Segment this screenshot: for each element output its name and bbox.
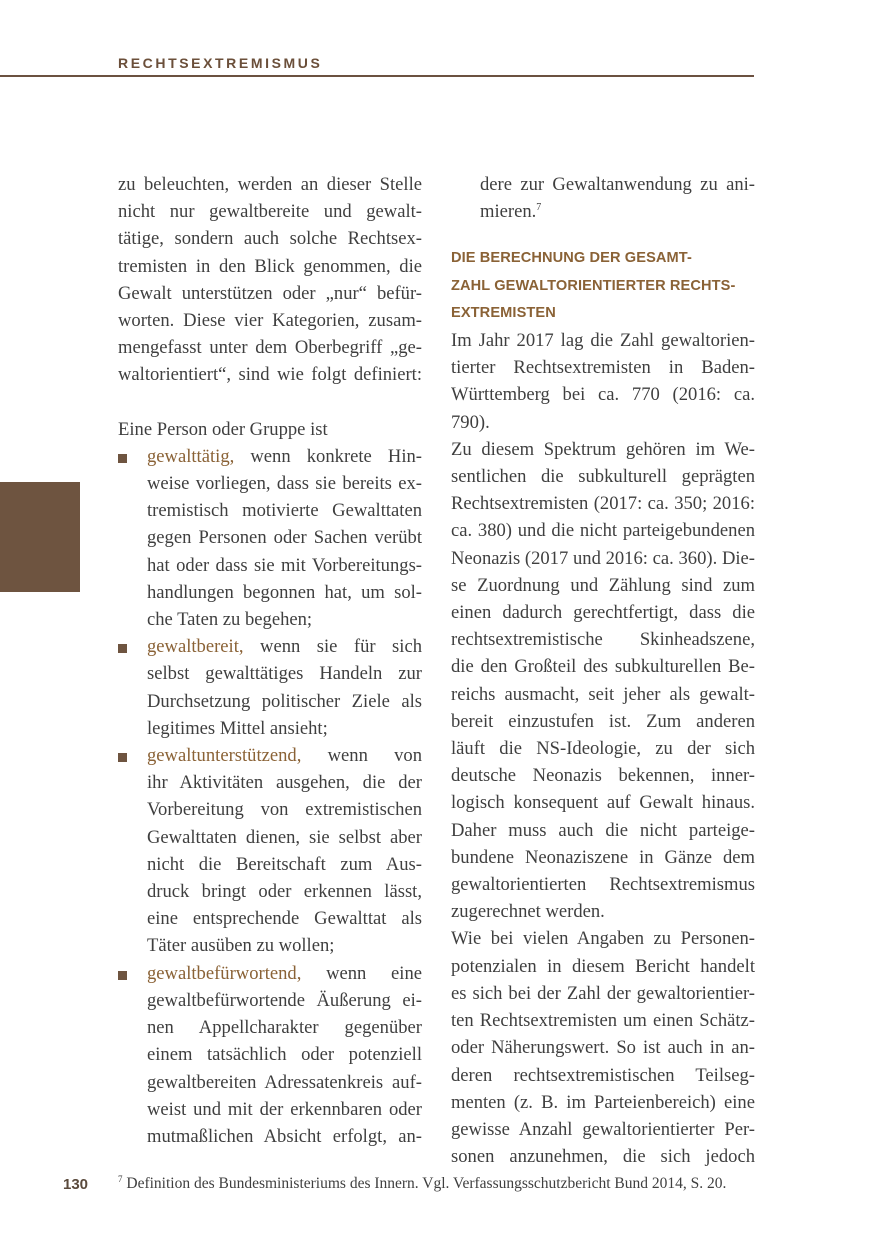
text-line: waltorientiert“, sind wie folgt definiert: bbox=[118, 364, 422, 386]
text-line: zu beleuchten, werden an dieser Stelle bbox=[118, 174, 422, 195]
text-line: nicht nur gewaltbereite und gewalt- bbox=[118, 201, 422, 223]
text-line: weist und mit der erkennbaren oder bbox=[147, 1098, 422, 1120]
footnote-reference: 7 bbox=[536, 202, 542, 214]
square-bullet-icon bbox=[118, 971, 127, 980]
definition-first-line-rest: wenn konkrete Hin- bbox=[234, 445, 422, 467]
text-line: hat oder dass sie mit Vorbereitungs- bbox=[147, 554, 422, 576]
text-line: selbst gewalttätiges Handeln zur bbox=[147, 663, 422, 685]
text-line: mutmaßlichen Absicht erfolgt, an- bbox=[147, 1125, 422, 1147]
heading-line: ZAHL GEWALTORIENTIERTER RECHTS- bbox=[451, 277, 736, 294]
text-line: Wie bei vielen Angaben zu Personen- bbox=[451, 928, 755, 950]
text-line: handlungen begonnen hat, um sol- bbox=[147, 581, 422, 603]
text-line: ihr Aktivitäten ausgehen, die der bbox=[147, 772, 422, 794]
definition-item-gewaltunterstuetzend bbox=[118, 742, 422, 960]
section-heading bbox=[451, 245, 755, 327]
text-line: Neonazis (2017 und 2016: ca. 360). Die- bbox=[451, 547, 755, 569]
text-line: sonen anzunehmen, die sich jedoch bbox=[451, 1146, 755, 1168]
text-line: nicht die Bereitschaft zum Aus- bbox=[147, 853, 422, 875]
text-line: deutsche Neonazis bekennen, inner- bbox=[451, 765, 755, 787]
text-line: weise vorliegen, dass sie bereits ex- bbox=[147, 473, 422, 495]
text-line: Gewalt unterstützen oder „nur“ befür- bbox=[118, 282, 422, 304]
heading-line: DIE BERECHNUNG DER GESAMT- bbox=[451, 250, 692, 267]
text-line: sentlichen die subkulturell geprägten bbox=[451, 466, 755, 488]
left-column bbox=[118, 171, 422, 1150]
intro-paragraph bbox=[118, 171, 422, 389]
text-line: tremistisch motivierte Gewalttaten bbox=[147, 500, 422, 522]
text-line: ca. 380) und die nicht parteigebundenen bbox=[451, 520, 755, 542]
running-head-title: RECHTSEXTREMISMUS bbox=[118, 55, 323, 71]
definition-item-gewalttaetig bbox=[118, 443, 422, 633]
text-line: Zu diesem Spektrum gehören im We- bbox=[451, 438, 755, 460]
text-line: eine entsprechende Gewalttat als bbox=[147, 908, 422, 930]
definition-first-line bbox=[147, 742, 422, 769]
text-line: rechtsextremistische Skinheadszene, bbox=[451, 629, 755, 651]
definition-lead: Eine Person oder Gruppe ist bbox=[118, 418, 328, 440]
text-line: druck bringt oder erkennen lässt, bbox=[147, 881, 422, 903]
text-line: nen Appellcharakter gegenüber bbox=[147, 1017, 422, 1039]
text-line: tätige, sondern auch solche Rechtsex- bbox=[118, 228, 422, 250]
text-line: bundene Neonaziszene in Gänze dem bbox=[451, 846, 755, 868]
definition-first-line bbox=[147, 633, 422, 660]
text-line: dere zur Gewaltanwendung zu ani- bbox=[480, 174, 755, 195]
text-line: Gewalttaten dienen, sie selbst aber bbox=[147, 826, 422, 848]
text-line: gewisse Anzahl gewaltorientierter Per- bbox=[451, 1118, 755, 1140]
header-rule bbox=[0, 75, 754, 77]
definition-term: gewaltbefürwortend, bbox=[147, 962, 302, 984]
text-line: Durchsetzung politischer Ziele als bbox=[147, 690, 422, 712]
text-line: logisch konsequent auf Gewalt hinaus. bbox=[451, 792, 755, 814]
text-line: es sich bei der Zahl der gewaltorientier- bbox=[451, 982, 755, 1004]
text-line: mengefasst unter dem Oberbegriff „ge- bbox=[118, 337, 422, 359]
text-line-part: mieren. bbox=[480, 201, 537, 223]
text-line: potenzialen in diesem Bericht handelt bbox=[451, 955, 755, 977]
text-line: oder Näherungswert. So ist auch in an- bbox=[451, 1037, 755, 1059]
text-line: Daher muss auch die nicht parteige- bbox=[451, 819, 755, 841]
square-bullet-icon bbox=[118, 644, 127, 653]
text-line: läuft die NS-Ideologie, zu der sich bbox=[451, 738, 755, 760]
definition-first-line-rest: wenn eine bbox=[301, 962, 422, 984]
text-line: deren rechtsextremistischen Teilseg- bbox=[451, 1064, 755, 1086]
text-line: gewaltorientierten Rechtsextremismus bbox=[451, 874, 755, 896]
square-bullet-icon bbox=[118, 454, 127, 463]
page-number: 130 bbox=[63, 1176, 89, 1193]
text-line: gegen Personen oder Sachen verübt bbox=[147, 527, 422, 549]
section-gap bbox=[451, 225, 755, 245]
text-line: zugerechnet werden. bbox=[451, 901, 605, 923]
text-line: tremisten in den Blick genommen, die bbox=[118, 255, 422, 277]
footnote-marker: 7 bbox=[118, 1173, 123, 1184]
definition-first-line-rest: wenn sie für sich bbox=[243, 636, 422, 658]
right-column bbox=[451, 171, 755, 1170]
text-line: gewaltbefürwortende Äußerung ei- bbox=[147, 989, 422, 1011]
footnote bbox=[118, 1173, 758, 1195]
text-line: einem tatsächlich oder potenziell bbox=[147, 1044, 422, 1066]
chapter-thumb-tab bbox=[0, 482, 80, 592]
text-line: che Taten zu begehen; bbox=[147, 609, 313, 631]
body-paragraph-2 bbox=[451, 925, 755, 1170]
text-line: tierter Rechtsextremisten in Baden- bbox=[451, 357, 755, 379]
definition-term: gewaltunterstützend, bbox=[147, 745, 302, 767]
text-line: Täter ausüben zu wollen; bbox=[147, 935, 335, 957]
definition-item-gewaltbefuerwortend bbox=[118, 960, 422, 1150]
text-line: Vorbereitung von extremistischen bbox=[147, 799, 422, 821]
text-line: reichs ausmacht, seit jeher als gewalt- bbox=[451, 683, 755, 705]
definition-term: gewalttätig, bbox=[147, 445, 235, 467]
square-bullet-icon bbox=[118, 753, 127, 762]
text-line: ten Rechtsextremisten um einen Schätz- bbox=[451, 1010, 755, 1032]
text-line: Württemberg bei ca. 770 (2016: ca. 790). bbox=[451, 384, 755, 433]
body-paragraph-1 bbox=[451, 327, 755, 925]
continued-definition-text bbox=[451, 171, 755, 225]
text-line: worten. Diese vier Kategorien, zusam- bbox=[118, 310, 422, 332]
definition-item-gewaltbereit bbox=[118, 633, 422, 742]
text-line: Im Jahr 2017 lag die Zahl gewaltorien- bbox=[451, 330, 755, 352]
heading-line: EXTREMISTEN bbox=[451, 304, 556, 321]
text-line: einen dadurch gerechtfertigt, dass die bbox=[451, 602, 755, 624]
text-line: Rechtsextremisten (2017: ca. 350; 2016: bbox=[451, 493, 755, 515]
text-line: se Zuordnung und Zählung sind zum bbox=[451, 574, 755, 596]
text-line: bereit einzustufen ist. Zum anderen bbox=[451, 710, 755, 732]
text-line: gewaltbereiten Adressatenkreis auf- bbox=[147, 1071, 422, 1093]
definition-first-line bbox=[147, 443, 422, 470]
definition-term: gewaltbereit, bbox=[147, 636, 244, 658]
text-line: die den Großteil des subkulturellen Be- bbox=[451, 656, 755, 678]
paragraph-gap bbox=[118, 389, 422, 416]
text-line bbox=[480, 198, 755, 225]
text-line: legitimes Mittel ansieht; bbox=[147, 717, 328, 739]
definition-first-line-rest: wenn von bbox=[301, 745, 422, 767]
footnote-text: Definition des Bundesministeriums des Innern. Vgl. Verfassungsschutzbericht Bund 2014, S. 20. bbox=[122, 1175, 727, 1192]
text-line: menten (z. B. im Parteienbereich) eine bbox=[451, 1091, 755, 1113]
definition-first-line bbox=[147, 960, 422, 987]
